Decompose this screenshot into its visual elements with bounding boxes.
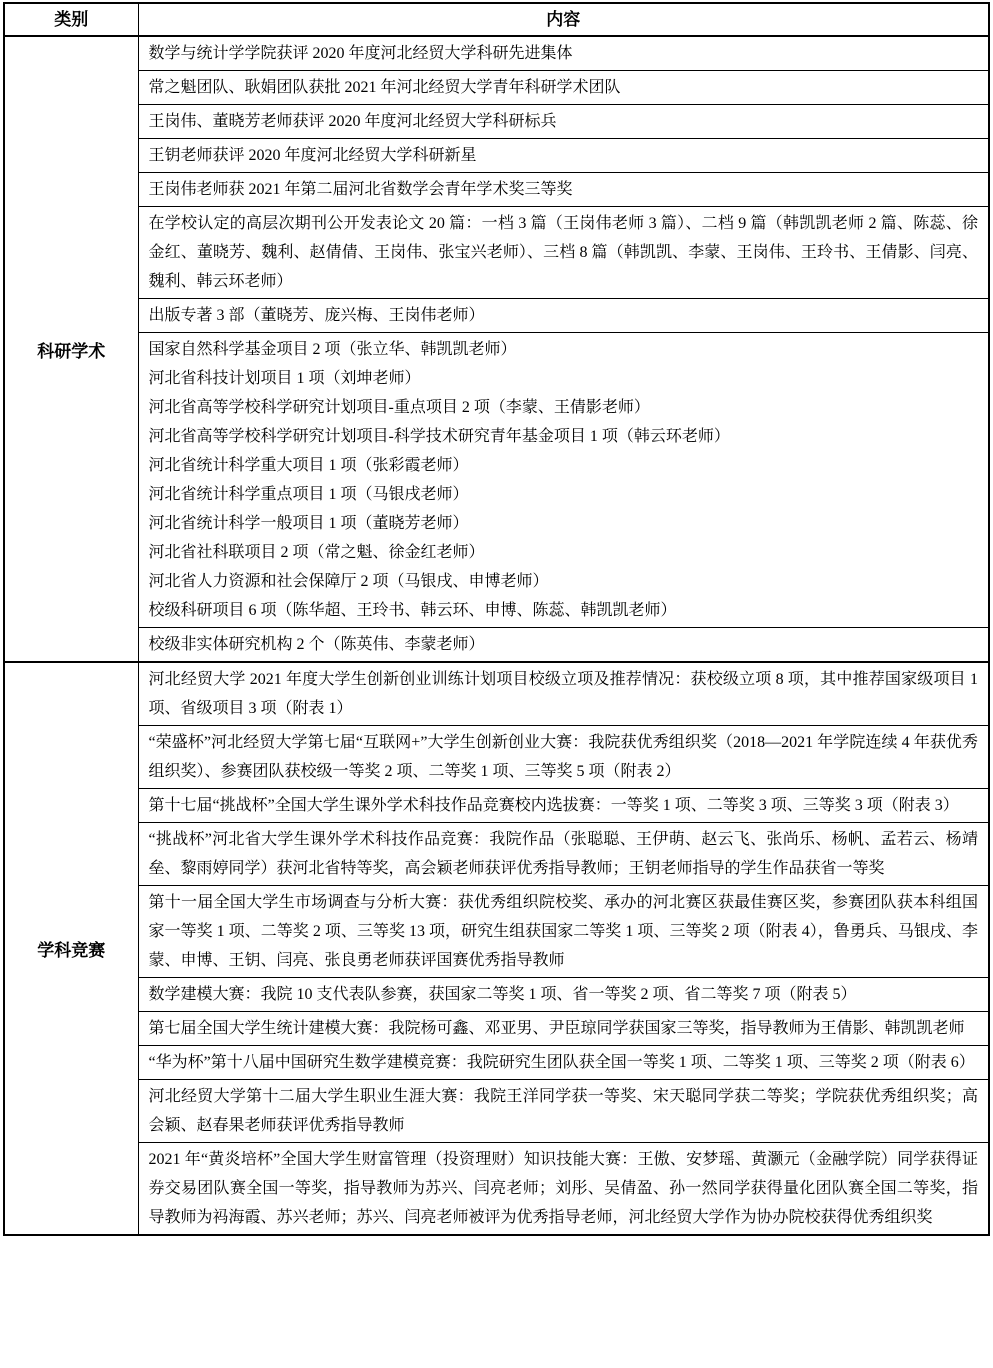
table-row [4, 139, 989, 173]
table-row [4, 789, 989, 823]
table-row [4, 333, 989, 628]
table-row [4, 173, 989, 207]
table-row [4, 628, 989, 663]
table-row [4, 71, 989, 105]
content-cell: 校级非实体研究机构 2 个（陈英伟、李蒙老师） [138, 628, 989, 663]
table-row [4, 726, 989, 789]
column-header-category: 类别 [4, 3, 138, 36]
table-row [4, 823, 989, 886]
table-row [4, 36, 989, 71]
table-row [4, 1012, 989, 1046]
content-cell: 河北经贸大学 2021 年度大学生创新创业训练计划项目校级立项及推荐情况：获校级立项 8 项，其中推荐国家级项目 1 项、省级项目 3 项（附表 1） [138, 662, 989, 726]
content-cell: 国家自然科学基金项目 2 项（张立华、韩凯凯老师） 河北省科技计划项目 1 项（刘坤老师） 河北省高等学校科学研究计划项目-重点项目 2 项（李蒙、王倩影老师） 河北省高等学校科学研究计划项目-科学技术研究青年基金项目 1 项（韩云环老师） 河北省统计科学重大项目 1 项（张彩霞老师） 河北省统计科学重点项目 1 项（马银戌老师） 河北省统计科学一般项目 1 项（董晓芳老师） 河北省社科联项目 2 项（常之魁、徐金红老师） 河北省人力资源和社会保障厅 2 项（马银戌、申博老师） 校级科研项目 6 项（陈华超、王玲书、韩云环、申博、陈蕊、韩凯凯老师） [138, 333, 989, 628]
content-cell: 出版专著 3 部（董晓芳、庞兴梅、王岗伟老师） [138, 299, 989, 333]
award-summary-table [3, 2, 990, 1236]
table-row [4, 1143, 989, 1236]
table-row [4, 978, 989, 1012]
content-cell: “挑战杯”河北省大学生课外学术科技作品竞赛：我院作品（张聪聪、王伊萌、赵云飞、张尚乐、杨帆、孟若云、杨靖垒、黎雨婷同学）获河北省特等奖，高会颖老师获评优秀指导教师；王钥老师指导的学生作品获省一等奖 [138, 823, 989, 886]
table-row [4, 1046, 989, 1080]
content-cell: 在学校认定的高层次期刊公开发表论文 20 篇：一档 3 篇（王岗伟老师 3 篇）、二档 9 篇（韩凯凯老师 2 篇、陈蕊、徐金红、董晓芳、魏利、赵倩倩、王岗伟、张宝兴老师）、三档 8 篇（韩凯凯、李蒙、王岗伟、王玲书、王倩影、闫亮、魏利、韩云环老师） [138, 207, 989, 299]
table-row [4, 886, 989, 978]
table-row [4, 299, 989, 333]
content-cell: 第十一届全国大学生市场调查与分析大赛：获优秀组织院校奖、承办的河北赛区获最佳赛区奖，参赛团队获本科组国家一等奖 1 项、二等奖 2 项、三等奖 13 项，研究生组获国家二等奖 1 项、三等奖 2 项（附表 4），鲁勇兵、马银戌、李蒙、申博、王钥、闫亮、张良勇老师获评国赛优秀指导教师 [138, 886, 989, 978]
content-cell: 数学建模大赛：我院 10 支代表队参赛，获国家二等奖 1 项、省一等奖 2 项、省二等奖 7 项（附表 5） [138, 978, 989, 1012]
table-row [4, 207, 989, 299]
content-cell: 河北经贸大学第十二届大学生职业生涯大赛：我院王洋同学获一等奖、宋天聪同学获二等奖；学院获优秀组织奖；高会颖、赵春果老师获评优秀指导教师 [138, 1080, 989, 1143]
content-cell: 王岗伟老师获 2021 年第二届河北省数学会青年学术奖三等奖 [138, 173, 989, 207]
content-cell: 2021 年“黄炎培杯”全国大学生财富管理（投资理财）知识技能大赛：王傲、安梦瑶、黄灏元（金融学院）同学获得证券交易团队赛全国一等奖，指导教师为苏兴、闫亮老师；刘彤、吴倩盈、孙一然同学获得量化团队赛全国二等奖，指导教师为祃海霞、苏兴老师；苏兴、闫亮老师被评为优秀指导老师，河北经贸大学作为协办院校获得优秀组织奖 [138, 1143, 989, 1236]
table-row [4, 1080, 989, 1143]
table-row [4, 662, 989, 726]
category-cell-research: 科研学术 [4, 36, 138, 662]
content-cell: 第十七届“挑战杯”全国大学生课外学术科技作品竞赛校内选拔赛：一等奖 1 项、二等奖 3 项、三等奖 3 项（附表 3） [138, 789, 989, 823]
content-cell: “荣盛杯”河北经贸大学第七届“互联网+”大学生创新创业大赛：我院获优秀组织奖（2018—2021 年学院连续 4 年获优秀组织奖）、参赛团队获校级一等奖 2 项、二等奖 1 项、三等奖 5 项（附表 2） [138, 726, 989, 789]
table-header-row [4, 3, 989, 36]
content-cell: “华为杯”第十八届中国研究生数学建模竞赛：我院研究生团队获全国一等奖 1 项、二等奖 1 项、三等奖 2 项（附表 6） [138, 1046, 989, 1080]
content-cell: 数学与统计学学院获评 2020 年度河北经贸大学科研先进集体 [138, 36, 989, 71]
category-cell-competition: 学科竞赛 [4, 662, 138, 1235]
content-cell: 第七届全国大学生统计建模大赛：我院杨可鑫、邓亚男、尹臣琼同学获国家三等奖，指导教师为王倩影、韩凯凯老师 [138, 1012, 989, 1046]
content-cell: 常之魁团队、耿娟团队获批 2021 年河北经贸大学青年科研学术团队 [138, 71, 989, 105]
content-cell: 王钥老师获评 2020 年度河北经贸大学科研新星 [138, 139, 989, 173]
content-cell: 王岗伟、董晓芳老师获评 2020 年度河北经贸大学科研标兵 [138, 105, 989, 139]
table-row [4, 105, 989, 139]
column-header-content: 内容 [138, 3, 989, 36]
